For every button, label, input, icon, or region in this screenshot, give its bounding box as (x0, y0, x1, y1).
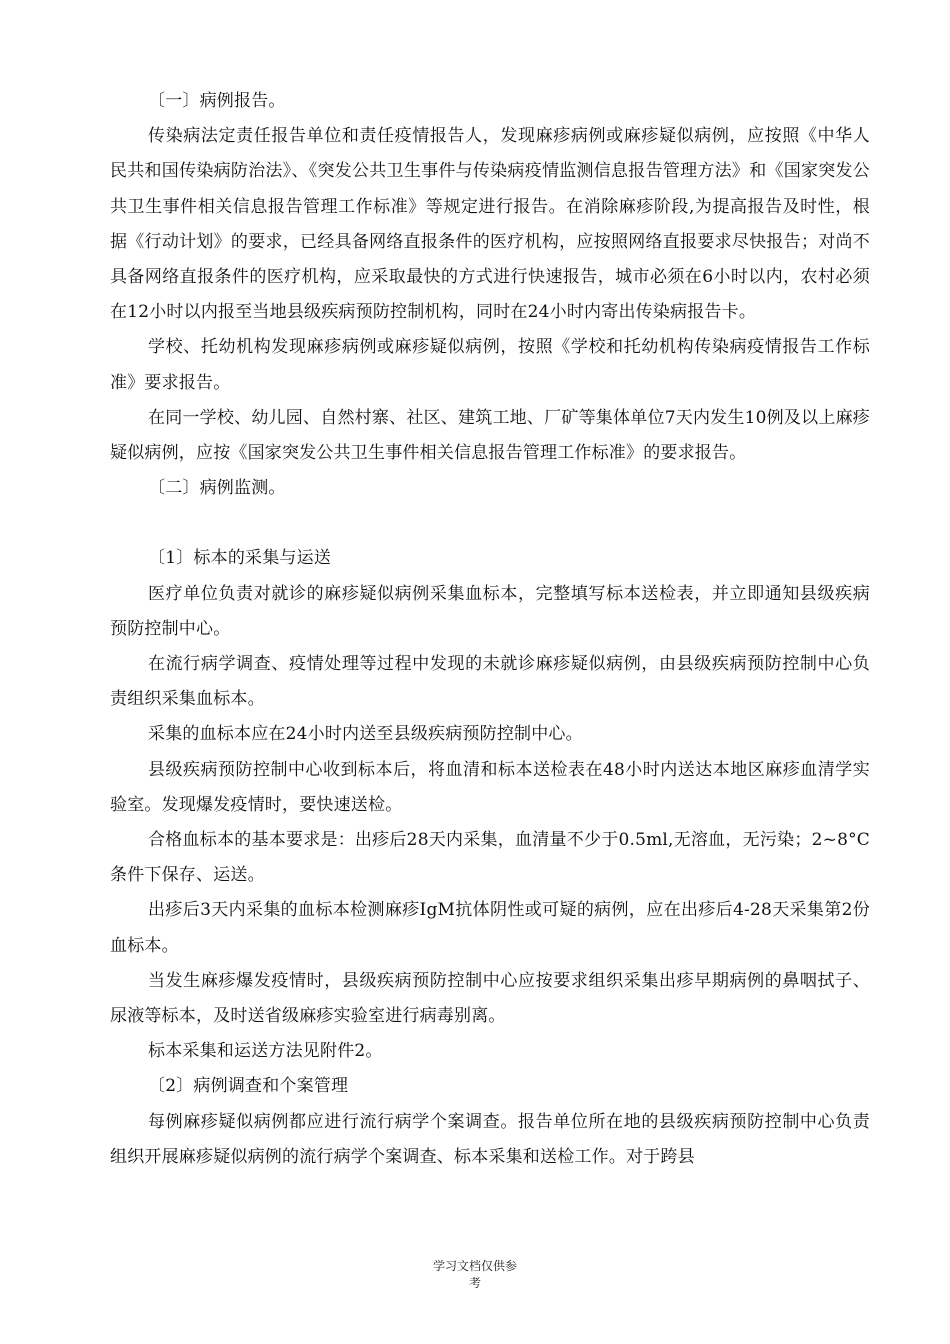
section-heading-case-surveillance: 〔二〕病例监测。 (148, 478, 286, 499)
footer-line-2: 考 (468, 1276, 481, 1290)
document-body (110, 84, 870, 1175)
footer-line-1: 学习文档仅供参 (432, 1259, 517, 1273)
blank-line (110, 506, 870, 541)
paragraph-school-reporting: 学校、托幼机构发现麻疹病例或麻疹疑似病例，按照《学校和托幼机构传染病疫情报告工作标准》要求报告。 (110, 337, 870, 393)
paragraph-specimen-cdc: 在流行病学调查、疫情处理等过程中发现的未就诊麻疹疑似病例，由县级疾病预防控制中心负责组织采集血标本。 (110, 654, 870, 710)
paragraph-second-specimen: 出疹后3天内采集的血标本检测麻疹IgM抗体阴性或可疑的病例，应在出疹后4-28天采集第2份血标本。 (110, 900, 870, 956)
paragraph-specimen-requirements: 合格血标本的基本要求是：出疹后28天内采集，血清量不少于0.5ml,无溶血，无污染；2~8°C条件下保存、运送。 (110, 830, 870, 886)
subheading-case-investigation: 〔2〕病例调查和个案管理 (148, 1076, 349, 1097)
paragraph-cluster-reporting: 在同一学校、幼儿园、自然村寨、社区、建筑工地、厂矿等集体单位7天内发生10例及以上麻疹疑似病例，应按《国家突发公共卫生事件相关信息报告管理工作标准》的要求报告。 (110, 407, 870, 464)
paragraph-specimen-24h: 采集的血标本应在24小时内送至县级疾病预防控制中心。 (148, 724, 583, 745)
subheading-specimen-collection: 〔1〕标本的采集与运送 (148, 548, 332, 569)
paragraph-specimen-hospital: 医疗单位负责对就诊的麻疹疑似病例采集血标本，完整填写标本送检表，并立即通知县级疾病预防控制中心。 (110, 583, 870, 639)
paragraph-reporting-rules: 传染病法定责任报告单位和责任疫情报告人，发现麻疹病例或麻疹疑似病例，应按照《中华人民共和国传染病防治法》、《突发公共卫生事件与传染病疫情监测信息报告管理方法》和《国家突发公共卫生事件相关信息报告管理工作标准》等规定进行报告。在消除麻疹阶段,为提高报告及时性，根据《行动计划》的要求，已经具备网络直报条件的医疗机构，应按照网络直报要求尽快报告；对尚不具备网络直报条件的医疗机构，应采取最快的方式进行快速报告，城市必须在6小时以内，农村必须在12小时以内报至当地县级疾病预防控制机构，同时在24小时内寄出传染病报告卡。 (110, 126, 870, 323)
paragraph-case-investigation: 每例麻疹疑似病例都应进行流行病学个案调查。报告单位所在地的县级疾病预防控制中心负责组织开展麻疹疑似病例的流行病学个案调查、标本采集和送检工作。对于跨县 (110, 1111, 870, 1167)
page-footer (0, 1258, 950, 1292)
paragraph-annex-reference: 标本采集和运送方法见附件2。 (148, 1041, 383, 1062)
paragraph-specimen-48h: 县级疾病预防控制中心收到标本后，将血清和标本送检表在48小时内送达本地区麻疹血清学实验室。发现爆发疫情时，要快速送检。 (110, 759, 870, 815)
section-heading-case-report: 〔一〕病例报告。 (148, 91, 286, 111)
paragraph-outbreak-specimen: 当发生麻疹爆发疫情时，县级疾病预防控制中心应按要求组织采集出疹早期病例的鼻咽拭子、尿液等标本，及时送省级麻疹实验室进行病毒别离。 (110, 970, 870, 1027)
